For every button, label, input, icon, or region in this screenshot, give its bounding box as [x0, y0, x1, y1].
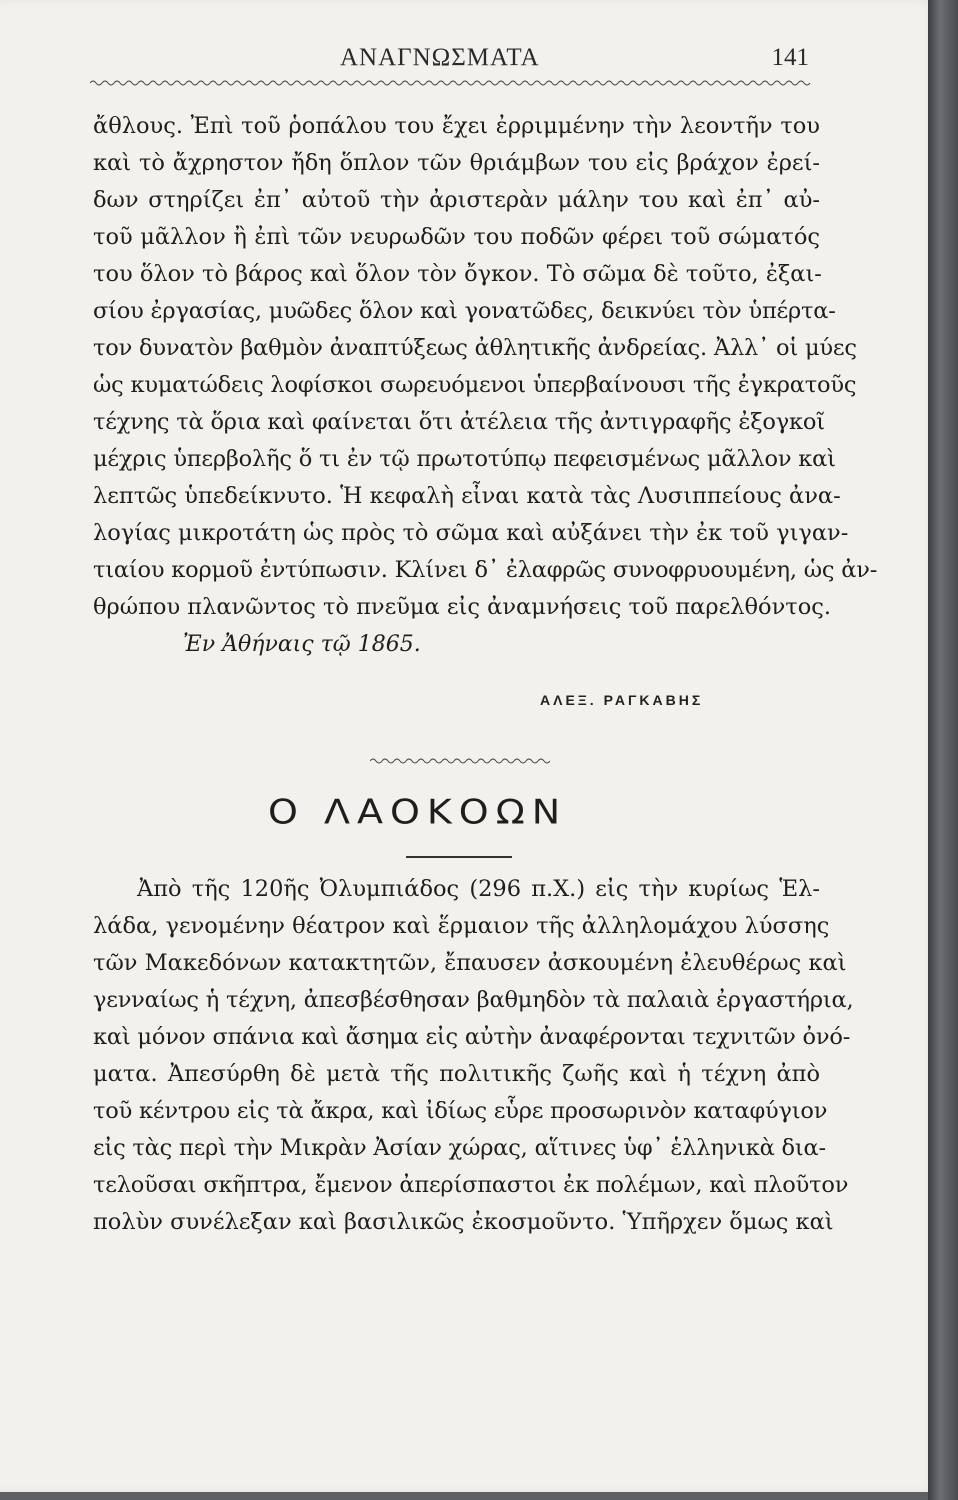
text-line: ὡς κυματώδεις λοφίσκοι σωρευόμενοι ὑπερβαίνουσι τῆς ἐγκρατοῦς [93, 372, 857, 398]
dateline: Ἐν Ἀθήναις τῷ 1865. [183, 632, 421, 657]
text-line: ἄθλους. Ἐπὶ τοῦ ῥοπάλου του ἔχει ἐρριμμένην τὴν λεοντῆν του [93, 113, 820, 139]
running-header [90, 40, 815, 80]
book-gutter [928, 0, 958, 1500]
text-line: καὶ μόνον σπάνια καὶ ἄσημα εἰς αὐτὴν ἀναφέρονται τεχνιτῶν ὀνό- [93, 1024, 851, 1050]
text-line: τέχνης τὰ ὅρια καὶ φαίνεται ὅτι ἀτέλεια τῆς ἀντιγραφῆς ἐξογκοῖ [93, 409, 825, 435]
header-wavy-rule [90, 78, 815, 88]
article-title: Ο ΛΑΟΚΟΩΝ [268, 792, 568, 832]
text-line: του ὅλον τὸ βάρος καὶ ὅλον τὸν ὄγκον. Τὸ σῶμα δὲ τοῦτο, ἐξαι- [93, 261, 822, 287]
text-line: θρώπου πλανῶντος τὸ πνεῦμα εἰς ἀναμνήσεις τοῦ παρελθόντος. [93, 594, 832, 620]
text-line: εἰς τὰς περὶ τὴν Μικρὰν Ἀσίαν χώρας, αἵτινες ὑφ᾽ ἑλληνικὰ δια- [93, 1135, 826, 1161]
author-signature: ΑΛΕΞ. ΡΑΓΚΑΒΗΣ [540, 692, 704, 708]
text-line: σίου ἐργασίας, μυῶδες ὅλον καὶ γονατῶδες, δεικνύει τὸν ὑπέρτα- [93, 298, 836, 324]
text-line: πολὺν συνέλεξαν καὶ βασιλικῶς ἐκοσμοῦντο. Ὑπῆρχεν ὅμως καὶ [93, 1209, 834, 1235]
text-line: μέχρις ὑπερβολῆς ὅ τι ἐν τῷ πρωτοτύπῳ πεφεισμένως μᾶλλον καὶ [93, 446, 836, 472]
second-article-text [93, 871, 854, 1241]
text-line: Ἀπὸ τῆς 120ῆς Ὀλυμπιάδος (296 π.Χ.) εἰς τὴν κυρίως Ἑλ- [137, 876, 820, 902]
text-line: τῶν Μακεδόνων κατακτητῶν, ἔπαυσεν ἀσκουμένη ἐλευθέρως καὶ [93, 950, 847, 976]
section-divider-ornament [370, 756, 550, 766]
text-line: λεπτῶς ὑπεδείκνυτο. Ἡ κεφαλὴ εἶναι κατὰ τὰς Λυσιππείους ἀνα- [93, 483, 841, 509]
text-line: λάδα, γενομένην θέατρον καὶ ἕρμαιον τῆς ἀλληλομάχου λύσσης [93, 913, 830, 939]
first-article-text [93, 108, 878, 626]
text-line: γενναίως ἡ τέχνη, ἀπεσβέσθησαν βαθμηδὸν τὰ παλαιὰ ἐργαστήρια, [93, 987, 854, 1013]
running-title: ΑΝΑΓΝΩΣΜΑΤΑ [340, 44, 540, 71]
text-line: καὶ τὸ ἄχρηστον ἤδη ὅπλον τῶν θριάμβων του εἰς βράχον ἐρεί- [93, 150, 820, 176]
title-underline [406, 856, 512, 858]
text-line: τελοῦσαι σκῆπτρα, ἔμενον ἀπερίσπαστοι ἐκ πολέμων, καὶ πλοῦτον [93, 1172, 849, 1198]
text-line: τοῦ μᾶλλον ἢ ἐπὶ τῶν νευρωδῶν του ποδῶν φέρει τοῦ σώματός [93, 224, 820, 250]
text-line: λογίας μικροτάτη ὡς πρὸς τὸ σῶμα καὶ αὐξάνει τὴν ἐκ τοῦ γιγαν- [93, 520, 849, 546]
text-line: ματα. Ἀπεσύρθη δὲ μετὰ τῆς πολιτικῆς ζωῆς καὶ ἡ τέχνη ἀπὸ [93, 1061, 820, 1087]
text-line: τιαίου κορμοῦ ἐντύπωσιν. Κλίνει δ᾽ ἐλαφρῶς συνοφρυουμένη, ὡς ἀν- [93, 557, 878, 583]
text-line: τον δυνατὸν βαθμὸν ἀναπτύξεως ἀθλητικῆς ἀνδρείας. Ἀλλ᾽ οἱ μύες [93, 335, 857, 361]
page-number: 141 [771, 44, 809, 71]
text-line: τοῦ κέντρου εἰς τὰ ἄκρα, καὶ ἰδίως εὗρε προσωρινὸν καταφύγιον [93, 1098, 828, 1124]
text-line: δων στηρίζει ἐπ᾽ αὐτοῦ τὴν ἀριστερὰν μάλην του καὶ ἐπ᾽ αὐ- [93, 187, 820, 213]
